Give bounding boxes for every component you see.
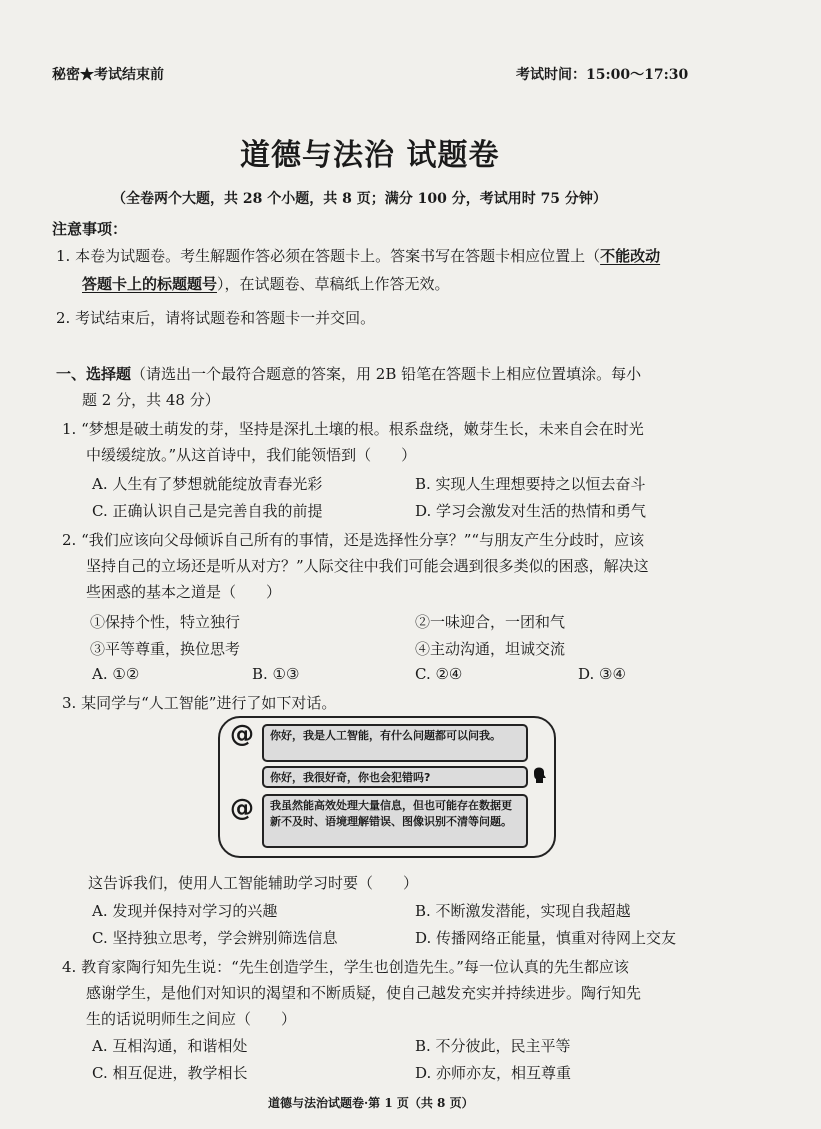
page-footer: 道德与法治试题卷·第 1 页（共 8 页） xyxy=(268,1096,474,1110)
q3-option-d: D. 传播网络正能量，慎重对待网上交友 xyxy=(415,929,677,947)
note-1-text-2: ），在试题卷、草稿纸上作答无效。 xyxy=(217,275,450,293)
q4-option-d: D. 亦师亦友，相互尊重 xyxy=(415,1064,572,1082)
q1-option-c: C. 正确认识自己是完善自我的前提 xyxy=(92,502,323,520)
student-head-icon xyxy=(531,764,547,784)
section-1-instr-2: 题 2 分，共 48 分） xyxy=(82,391,220,409)
q1-option-a: A. 人生有了梦想就能绽放青春光彩 xyxy=(92,475,323,493)
q4-stem-2: 感谢学生，是他们对知识的渴望和不断质疑，使自己越发充实并持续进步。陶行知先 xyxy=(86,984,642,1002)
ai-chat-dialog xyxy=(218,716,556,858)
note-1-underline-2: 答题卡上的标题题号 xyxy=(82,275,218,293)
q4-option-b: B. 不分彼此，民主平等 xyxy=(415,1037,571,1055)
page-title: 道德与法治 试题卷 xyxy=(240,138,500,173)
q1-option-d: D. 学习会激发对生活的热情和勇气 xyxy=(415,502,647,520)
note-1 xyxy=(56,245,660,266)
user-message: 你好，我很好奇，你也会犯错吗? xyxy=(262,766,528,788)
note-1-underline: 不能改动 xyxy=(600,247,661,265)
section-1-instr: （请选出一个最符合题意的答案，用 2B 铅笔在答题卡上相应位置填涂。每小 xyxy=(131,365,642,383)
q1-stem-2: 中缓缓绽放。”从这首诗中，我们能领悟到（ ） xyxy=(86,446,417,464)
page-subtitle: （全卷两个大题，共 28 个小题，共 8 页；满分 100 分，考试用时 75 分钟） xyxy=(112,191,607,207)
q2-statement-2: ②一味迎合，一团和气 xyxy=(415,613,566,631)
q2-option-c: C. ②④ xyxy=(415,665,463,683)
q2-statement-1: ①保持个性，特立独行 xyxy=(90,613,241,631)
note-1-cont xyxy=(82,273,450,294)
section-1-line1 xyxy=(56,363,641,384)
q1-option-b: B. 实现人生理想要持之以恒去奋斗 xyxy=(415,475,646,493)
q2-option-d: D. ③④ xyxy=(578,665,626,683)
q1-stem-1: 1. “梦想是破土萌发的芽，坚持是深扎土壤的根。根系盘绕，嫩芽生长，未来自会在时光 xyxy=(62,420,644,438)
q3-option-a: A. 发现并保持对学习的兴趣 xyxy=(92,902,278,920)
q2-stem-1: 2. “我们应该向父母倾诉自己所有的事情，还是选择性分享？”“与朋友产生分歧时，应该 xyxy=(62,531,645,549)
q3-option-c: C. 坚持独立思考，学会辨别筛选信息 xyxy=(92,929,338,947)
q4-stem-1: 4. 教育家陶行知先生说：“先生创造学生，学生也创造先生。”每一位认真的先生都应该 xyxy=(62,958,629,976)
note-2: 2. 考试结束后，请将试题卷和答题卡一并交回。 xyxy=(56,309,376,327)
q3-option-b: B. 不断激发潜能，实现自我超越 xyxy=(415,902,631,920)
confidential-label: 秘密★考试结束前 xyxy=(52,67,164,83)
ai-message-2: 我虽然能高效处理大量信息，但也可能存在数据更新不及时、语境理解错误、图像识别不清等问题。 xyxy=(262,794,528,848)
q3-stem: 3. 某同学与“人工智能”进行了如下对话。 xyxy=(62,694,337,712)
q4-option-a: A. 互相沟通，和谐相处 xyxy=(92,1037,248,1055)
q2-stem-2: 坚持自己的立场还是听从对方？”人际交往中我们可能会遇到很多类似的困惑，解决这 xyxy=(86,557,649,575)
ai-at-icon-2: @ xyxy=(230,794,254,822)
q2-option-a: A. ①② xyxy=(92,665,140,683)
ai-message-1: 你好，我是人工智能，有什么问题都可以问我。 xyxy=(262,724,528,762)
q2-statement-4: ④主动沟通，坦诚交流 xyxy=(415,640,566,658)
note-1-text: 1. 本卷为试题卷。考生解题作答必须在答题卡上。答案书写在答题卡相应位置上（ xyxy=(56,247,601,265)
q2-stem-3: 些困惑的基本之道是（ ） xyxy=(86,583,282,601)
exam-time: 考试时间：15:00～17:30 xyxy=(516,67,689,83)
ai-at-icon: @ xyxy=(230,720,254,748)
q2-option-b: B. ①③ xyxy=(252,665,300,683)
q4-option-c: C. 相互促进，教学相长 xyxy=(92,1064,248,1082)
section-1-heading: 一、选择题 xyxy=(56,365,132,383)
notes-heading: 注意事项： xyxy=(52,220,128,238)
q4-stem-3: 生的话说明师生之间应（ ） xyxy=(86,1010,297,1028)
q2-statement-3: ③平等尊重，换位思考 xyxy=(90,640,241,658)
q3-followup: 这告诉我们，使用人工智能辅助学习时要（ ） xyxy=(88,874,419,892)
